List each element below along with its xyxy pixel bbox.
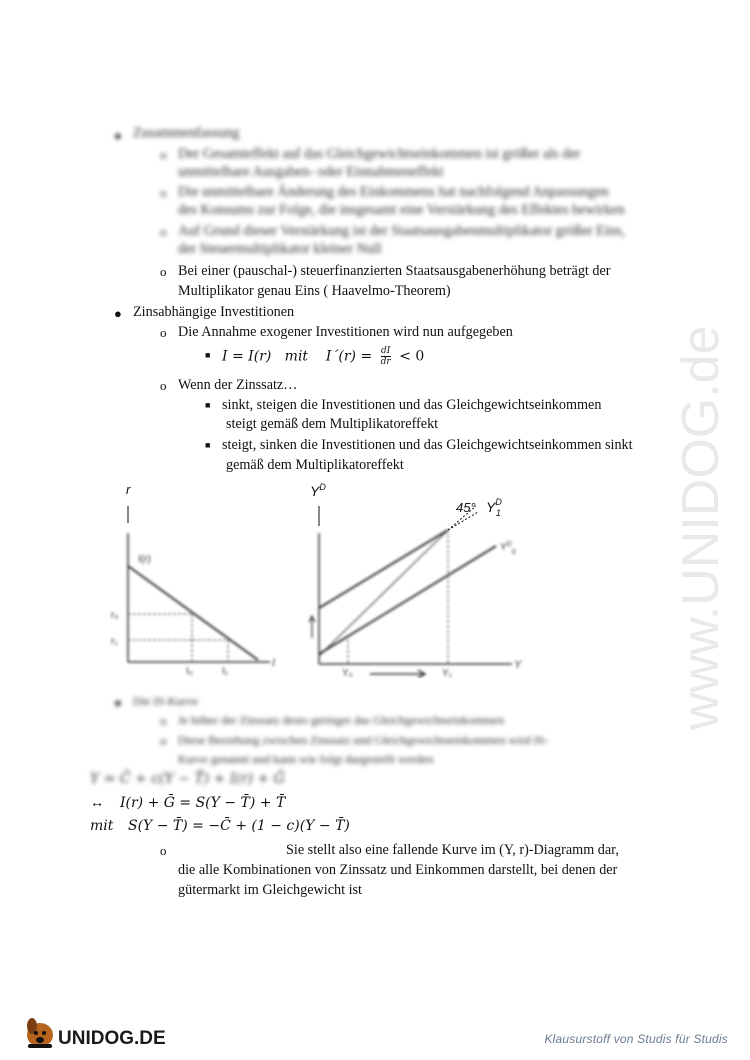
summary-line: Auf Grund dieser Verstärkung ist der Staatsausgabenmultiplikator größer Eins, xyxy=(178,223,625,239)
bullet-square: ■ xyxy=(205,400,211,410)
unidog-logo xyxy=(22,1015,182,1051)
fraction-numerator: dI xyxy=(381,346,391,356)
fraction-denominator: dr xyxy=(380,357,391,367)
label-y1: Y₁ xyxy=(442,668,453,678)
axis-label-i: I xyxy=(272,657,276,669)
assumption-line: Die Annahme exogener Investitionen wird nun aufgegeben xyxy=(178,324,513,340)
investment-formula xyxy=(222,346,424,367)
summary-line: des Konsums zur Folge, die insgesamt eine Verstärkung des Effektes bewirken xyxy=(178,202,625,218)
line-yd1 xyxy=(319,530,448,608)
watermark-text: www.UNIDOG.de xyxy=(672,325,730,730)
is-equation-1: Y = C̄ + c(Y − T̄) + I(r) + Ḡ xyxy=(90,771,285,787)
is-description: die alle Kombinationen von Zinssatz und Einkommen darstellt, bei denen der xyxy=(178,862,618,878)
case2-line: steigt, sinken die Investitionen und das Gleichgewichtseinkommen sinkt xyxy=(222,437,633,453)
curve-label: I(r) xyxy=(138,554,151,565)
footer-slogan: Klausurstoff von Studis für Studis xyxy=(544,1032,728,1046)
formula-fraction xyxy=(381,346,391,367)
angle-label: 45° xyxy=(456,500,476,515)
is-line: Kurve genannt und kann wie folgt dargestellt werden xyxy=(178,752,434,766)
summary-line: Die unmittelbare Änderung des Einkommens hat nachfolgend Anpassungen xyxy=(178,184,609,200)
label-y0: Y₀ xyxy=(342,668,353,678)
blurred-graph-body xyxy=(309,530,522,678)
is-heading: Die IS-Kurve xyxy=(133,694,198,708)
investment-heading: Zinsabhängige Investitionen xyxy=(133,304,295,320)
dog-mascot-icon xyxy=(27,1018,53,1048)
haavelmo-line: Bei einer (pauschal-) steuerfinanzierten Staatsausgabenerhöhung beträgt der xyxy=(178,263,611,279)
investment-diagram xyxy=(100,478,290,678)
is-equation-3: S(Y − T̄) = −C̄ + (1 − c)(Y − T̄) xyxy=(128,818,350,834)
is-description: gütermarkt im Gleichgewicht ist xyxy=(178,882,362,898)
bullet-circle: o xyxy=(160,378,167,393)
is-description: Sie stellt also eine fallende Kurve im (Y, r)-Diagramm dar, xyxy=(286,842,619,858)
line-label-yd0: $Y^D_0$ xyxy=(500,541,516,556)
eq-mit: mit xyxy=(90,818,114,834)
bullet-circle: o xyxy=(160,264,167,279)
formula-derivative: I´(r) = xyxy=(325,348,373,365)
summary-heading: Zusammenfassung xyxy=(133,125,240,141)
bullet-circle: o xyxy=(160,147,167,162)
label-i1: I₁ xyxy=(222,666,229,677)
formula-relation: < 0 xyxy=(399,348,425,365)
when-line: Wenn der Zinssatz… xyxy=(178,377,298,393)
label-i0: I₀ xyxy=(186,666,193,677)
label-r0: r₀ xyxy=(111,610,119,621)
haavelmo-line: Multiplikator genau Eins ( Haavelmo-Theorem) xyxy=(178,283,451,299)
case2-line: gemäß dem Multiplikatoreffekt xyxy=(226,457,404,473)
unidog-watermark xyxy=(640,270,750,740)
bullet-circle: o xyxy=(160,733,167,748)
bullet-circle: o xyxy=(160,713,167,728)
bullet-circle: o xyxy=(160,185,167,200)
is-equation-2: I(r) + Ḡ = S(Y − T̄) + T̄ xyxy=(120,795,286,811)
label-r1: r₁ xyxy=(111,636,118,647)
equivalence-arrow: ↔ xyxy=(90,795,105,811)
bullet-circle: o xyxy=(160,325,167,340)
logo-text: UNIDOG.DE xyxy=(58,1028,166,1049)
case1-line: steigt gemäß dem Multiplikatoreffekt xyxy=(226,416,439,432)
case1-line: sinkt, steigen die Investitionen und das Gleichgewichtseinkommen xyxy=(222,397,602,413)
axis-label-r: r xyxy=(126,482,131,497)
formula-left: I = I(r) xyxy=(222,348,272,365)
axis-label-y: Y xyxy=(514,659,522,671)
line-yd0 xyxy=(319,546,496,654)
is-line: Je höher der Zinssatz desto geringer das Gleichgewichtseinkommen xyxy=(178,713,505,727)
summary-line: unmittelbare Ausgaben- oder Einnahmeneffekt xyxy=(178,164,444,180)
bullet-square: ■ xyxy=(205,440,211,450)
blurred-graph-body xyxy=(111,533,275,677)
keynes-cross-diagram xyxy=(300,478,540,678)
line-label-yd1: $Y^D$ 1 xyxy=(486,497,502,518)
line-45-degree xyxy=(319,530,448,656)
summary-line: Der Gesamteffekt auf das Gleichgewichtseinkommen ist größer als der xyxy=(178,146,581,162)
investment-curve xyxy=(128,566,258,660)
bullet-circle: o xyxy=(160,843,167,858)
axis-label-yd: $Y^D$ xyxy=(310,482,326,499)
bullet-dot: ● xyxy=(114,306,122,321)
bullet-dot: ● xyxy=(114,128,122,143)
summary-line: der Steuermultiplikator kleiner Null xyxy=(178,241,382,257)
bullet-square: ■ xyxy=(205,350,211,360)
bullet-dot: ● xyxy=(114,695,122,710)
formula-mit: mit xyxy=(284,348,309,365)
bullet-circle: o xyxy=(160,224,167,239)
is-line: Diese Beziehung zwischen Zinssatz und Gleichgewichtseinkommen wird IS- xyxy=(178,733,549,747)
